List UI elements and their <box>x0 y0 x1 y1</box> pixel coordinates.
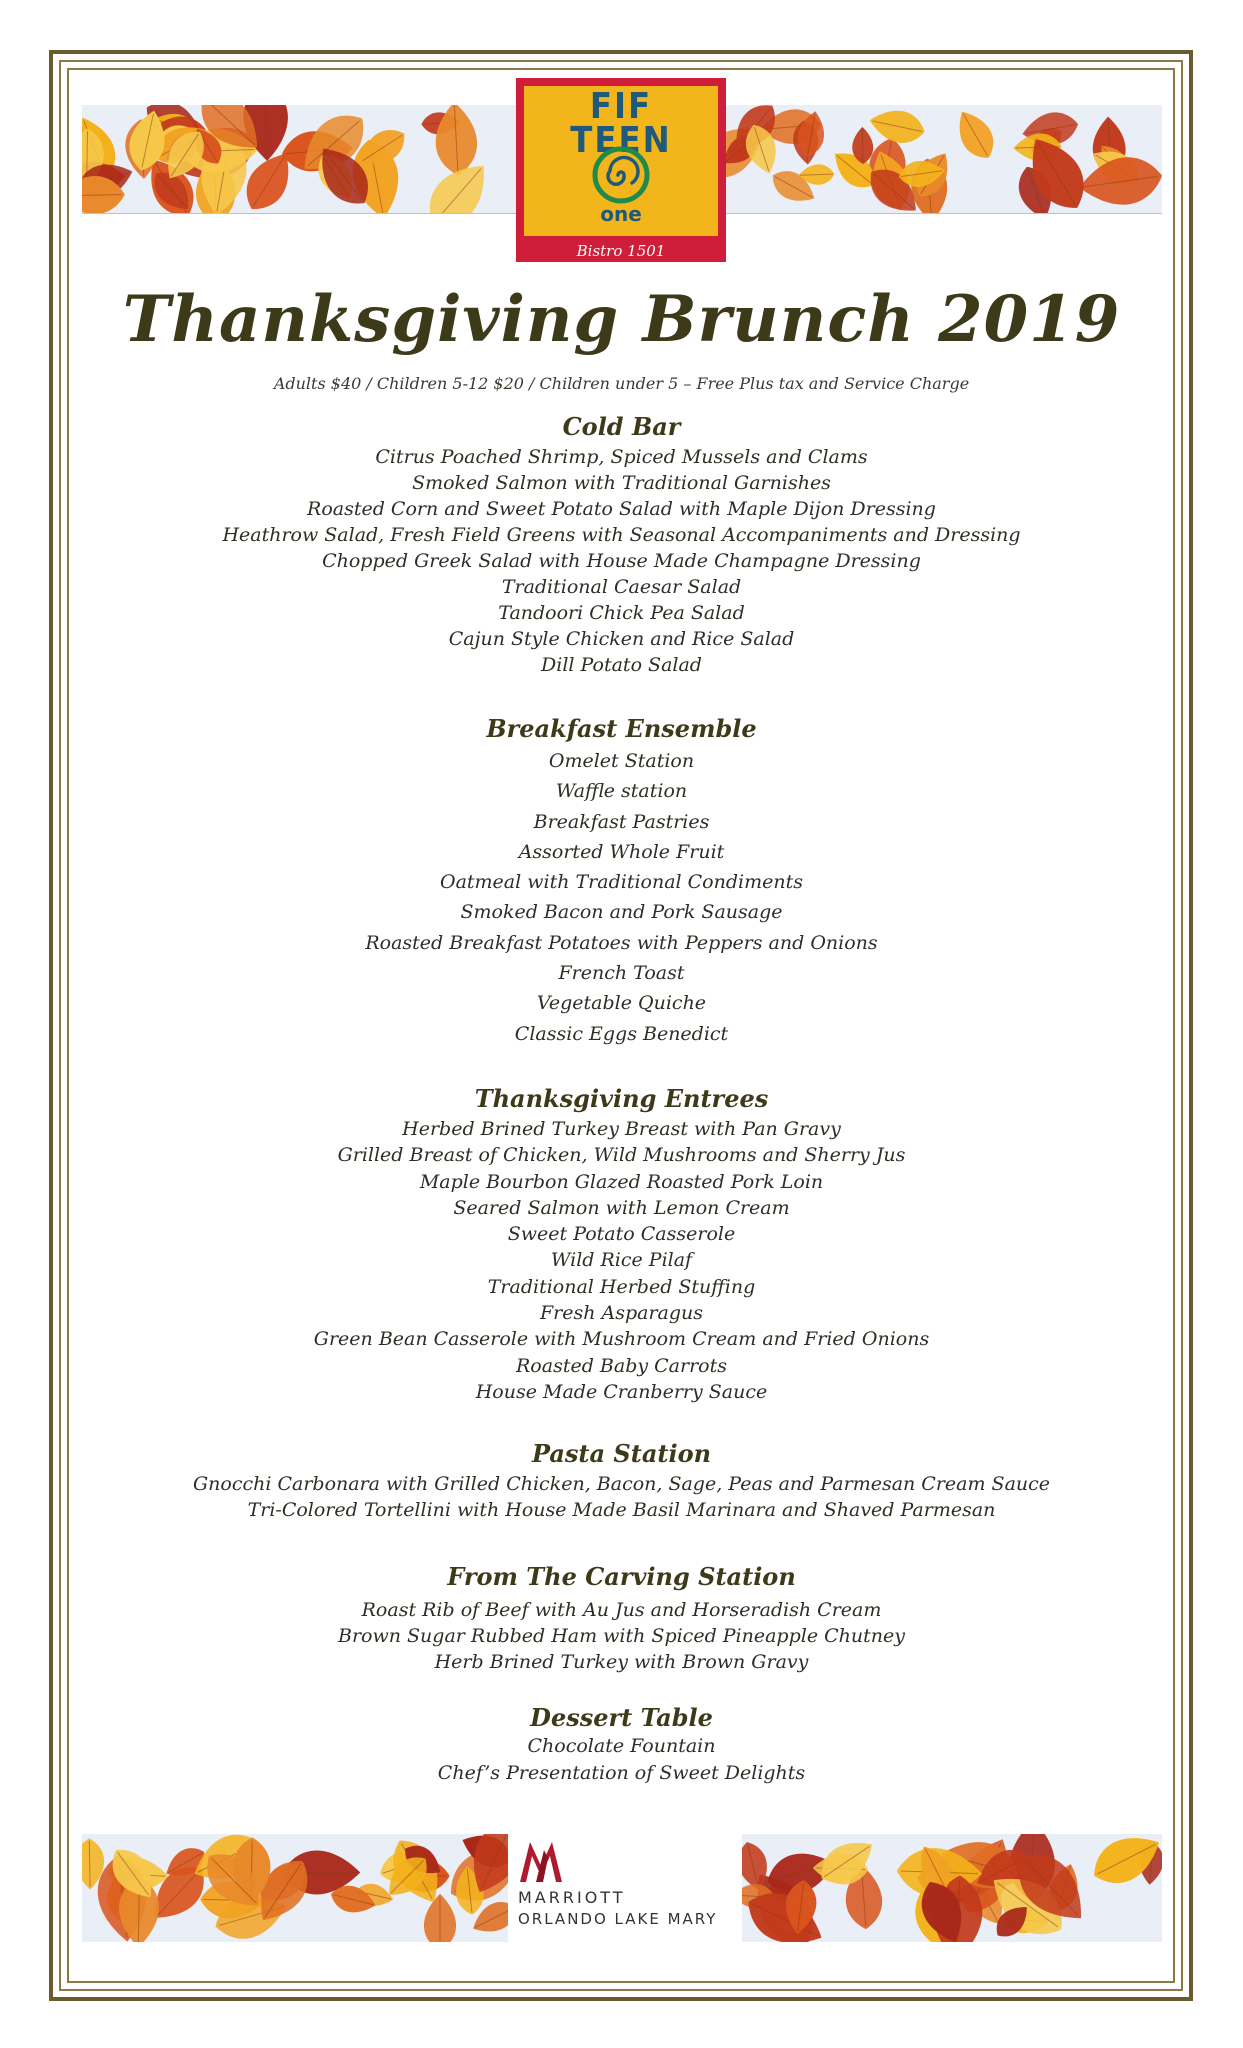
menu-item: Chopped Greek Salad with House Made Champagne Dressing <box>322 550 921 572</box>
menu-item: Classic Eggs Benedict <box>514 1022 729 1045</box>
section-heading: Pasta Station <box>531 1439 712 1468</box>
menu-item: Oatmeal with Traditional Condiments <box>440 871 803 894</box>
fifteen-one-logo <box>516 78 726 262</box>
menu-item: Chef’s Presentation of Sweet Delights <box>437 1762 806 1784</box>
menu-item: Waffle station <box>555 780 688 803</box>
menu-item: Fresh Asparagus <box>539 1302 704 1325</box>
menu-item: Tandoori Chick Pea Salad <box>498 602 745 624</box>
menu-item: House Made Cranberry Sauce <box>475 1380 768 1403</box>
logo-wordmark: FIF TEEN <box>570 86 672 161</box>
menu-item: Brown Sugar Rubbed Ham with Spiced Pineapple Chutney <box>338 1625 905 1647</box>
section-breakfast-ensemble <box>0 712 1243 1049</box>
menu-item: Chocolate Fountain <box>527 1735 716 1757</box>
menu-item: Herbed Brined Turkey Breast with Pan Gravy <box>402 1118 841 1140</box>
leaf-vein <box>862 129 863 162</box>
menu-item: Roasted Baby Carrots <box>516 1354 727 1377</box>
spiral-icon <box>592 146 650 204</box>
section-heading: Dessert Table <box>530 1703 713 1732</box>
menu-item: Omelet Station <box>548 750 695 772</box>
section-cold-bar <box>0 410 1243 678</box>
menu-item: Heathrow Salad, Fresh Field Greens with Seasonal Accompaniments and Dressing <box>222 524 1021 546</box>
menu-item: French Toast <box>558 962 685 985</box>
menu-item: Gnocchi Carbonara with Grilled Chicken, Bacon, Sage, Peas and Parmesan Cream Sauce <box>192 1473 1051 1495</box>
menu-item: Traditional Caesar Salad <box>501 576 742 598</box>
section-heading: From The Carving Station <box>447 1562 796 1591</box>
menu-item: Roast Rib of Beef with Au Jus and Horseradish Cream <box>361 1599 882 1621</box>
logo-one-text: one <box>600 202 642 226</box>
page-title: Thanksgiving Brunch 2019 <box>122 282 1121 357</box>
menu-item: Seared Salmon with Lemon Cream <box>453 1196 790 1219</box>
section-heading: Cold Bar <box>562 412 681 441</box>
menu-item: Traditional Herbed Stuffing <box>487 1275 756 1298</box>
menu-item: Grilled Breast of Chicken, Wild Mushrooms and Sherry Jus <box>337 1144 906 1167</box>
menu-item: Sweet Potato Casserole <box>507 1223 736 1246</box>
autumn-leaves-banner-bottom-left <box>82 1834 508 1942</box>
menu-item: Green Bean Casserole with Mushroom Cream and Fried Onions <box>313 1328 930 1351</box>
section-heading: Breakfast Ensemble <box>486 714 757 743</box>
menu-item: Wild Rice Pilaf <box>550 1249 693 1272</box>
menu-item: Roasted Breakfast Potatoes with Peppers and Onions <box>365 931 878 954</box>
marriott-brand: MARRIOTT <box>518 1888 626 1907</box>
menu-item: Breakfast Pastries <box>533 810 710 833</box>
menu-item: Citrus Poached Shrimp, Spiced Mussels and Clams <box>375 446 868 468</box>
section-heading: Thanksgiving Entrees <box>474 1084 769 1113</box>
menu-item: Tri-Colored Tortellini with House Made Basil Marinara and Shaved Parmesan <box>247 1499 996 1521</box>
leaves-illustration <box>742 1834 1162 1942</box>
menu-item: Roasted Corn and Sweet Potato Salad with Maple Dijon Dressing <box>307 498 936 520</box>
pricing-line: Adults $40 / Children 5-12 $20 / Children under 5 – Free Plus tax and Service Charge <box>273 374 970 393</box>
menu-item: Maple Bourbon Glazed Roasted Pork Loin <box>419 1170 824 1193</box>
menu-item: Smoked Salmon with Traditional Garnishes <box>412 472 831 494</box>
marriott-location: ORLANDO LAKE MARY <box>518 1910 718 1928</box>
section-carving-station <box>0 1557 1243 1675</box>
menu-item: Smoked Bacon and Pork Sausage <box>460 901 783 924</box>
leaves-illustration <box>82 1834 508 1942</box>
autumn-leaves-banner-bottom-right <box>742 1834 1162 1942</box>
marriott-m-icon <box>516 1836 566 1884</box>
logo-tagline: Bistro 1501 <box>576 242 666 260</box>
section-dessert-table <box>0 1703 1243 1787</box>
marriott-logo <box>508 1830 742 1938</box>
section-thanksgiving-entrees <box>0 1082 1243 1405</box>
menu-item: Vegetable Quiche <box>536 992 707 1015</box>
menu-item: Assorted Whole Fruit <box>518 840 725 863</box>
menu-item: Herb Brined Turkey with Brown Gravy <box>434 1651 809 1673</box>
menu-item: Dill Potato Salad <box>541 654 702 676</box>
menu-item: Cajun Style Chicken and Rice Salad <box>448 628 795 650</box>
section-pasta-station <box>0 1437 1243 1523</box>
